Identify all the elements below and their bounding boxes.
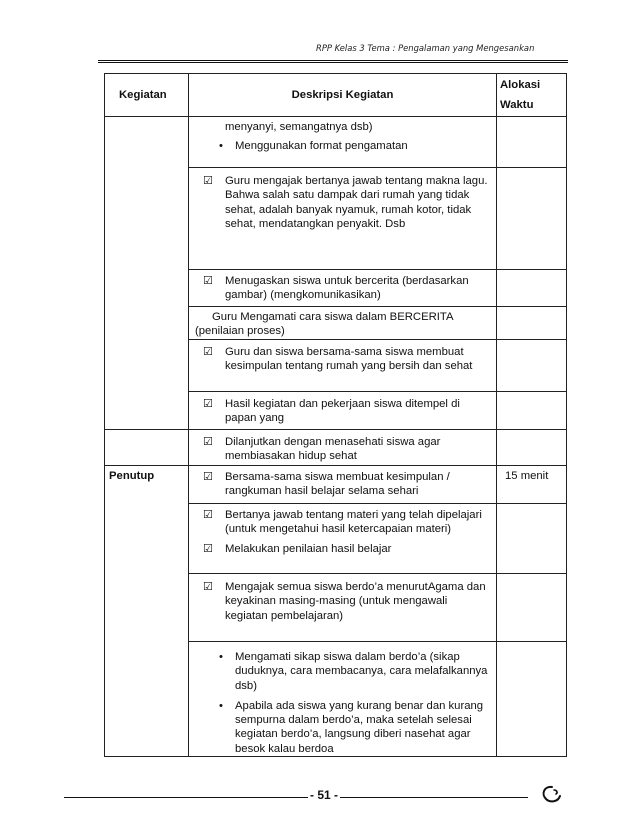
list-item	[189, 574, 496, 623]
list-item	[189, 504, 496, 537]
list-item-text: Mengajak semua siswa berdo’a menurutAgama dan keyakinan masing-masing (untuk mengawali kegiatan pembelajaran)	[225, 581, 486, 622]
bullet-icon: •	[219, 699, 223, 712]
deskripsi-cell	[189, 574, 497, 642]
deskripsi-cell	[189, 340, 497, 392]
deskripsi-cell	[189, 307, 497, 340]
list-item-text: Melakukan penilaian hasil belajar	[225, 542, 392, 555]
assessment-note: (penilaian proses)	[195, 325, 285, 338]
list-item-text: Mengamati sikap siswa dalam berdo’a (sikap duduknya, cara membacanya, cara melafalkannya dsb)	[235, 651, 488, 692]
list-item-text: Hasil kegiatan dan pekerjaan siswa ditempel di papan yang	[225, 398, 460, 425]
list-item-text: Guru mengajak bertanya jawab tentang makna lagu. Bahwa salah satu dampak dari rumah yang tidak sehat, adalah banyak nyamuk, rumah kotor, tidak sehat, mendatangkan penyakit. Dsb	[225, 175, 488, 230]
list-item-text: Dilanjutkan dengan menasehati siswa agar membiasakan hidup sehat	[225, 436, 441, 463]
list-item-text: Bersama-sama siswa membuat kesimpulan / rangkuman hasil belajar selama sehari	[225, 471, 450, 498]
header-kegiatan: Kegiatan	[105, 74, 189, 117]
kegiatan-cell-empty	[105, 117, 189, 430]
page-number: - 51 -	[310, 788, 339, 802]
list-item-text: Menugaskan siswa untuk bercerita (berdasarkan gambar) (mengkomunikasikan)	[225, 275, 469, 302]
header-alokasi-line1: Alokasi	[500, 79, 541, 91]
table-row	[105, 117, 567, 168]
checkbox-checked-icon: ☑	[203, 274, 213, 287]
bullet-icon: •	[219, 651, 223, 663]
checkbox-checked-icon: ☑	[203, 174, 213, 187]
list-item	[189, 466, 496, 499]
checkbox-checked-icon: ☑	[203, 397, 213, 410]
alokasi-cell	[497, 466, 567, 504]
list-item-text: Bertanya jawab tentang materi yang telah dipelajari (untuk mengetahui hasil ketercapaian materi)	[225, 509, 482, 536]
kegiatan-label-penutup: Penutup	[109, 470, 155, 482]
kegiatan-cell	[105, 466, 189, 757]
list-item-text: Guru dan siswa bersama-sama siswa membuat kesimpulan tentang rumah yang bersih dan sehat	[225, 346, 473, 373]
activity-table	[104, 73, 567, 757]
alokasi-cell	[497, 392, 567, 430]
table-header-row	[105, 74, 567, 117]
footer-rule	[64, 797, 528, 798]
deskripsi-cell	[189, 430, 497, 466]
table-row	[105, 466, 567, 504]
kegiatan-cell-empty	[105, 430, 189, 466]
list-item	[189, 168, 496, 231]
header-rule-double	[98, 62, 568, 63]
bullet-icon: •	[219, 140, 223, 153]
list-item	[189, 430, 496, 464]
header-alokasi	[497, 74, 567, 117]
running-header: RPP Kelas 3 Tema : Pengalaman yang Mengesankan	[316, 43, 535, 53]
list-item	[189, 134, 496, 153]
checkbox-checked-icon: ☑	[203, 508, 213, 521]
alokasi-cell	[497, 642, 567, 757]
alokasi-cell	[497, 270, 567, 307]
list-item-text: Apabila ada siswa yang kurang benar dan kurang sempurna dalam berdo’a, maka setelah selesai kegiatan berdo’a, langsung diberi nasehat agar besok kalau berdoa	[235, 699, 484, 755]
list-item	[189, 693, 496, 756]
checkbox-checked-icon: ☑	[203, 345, 213, 358]
deskripsi-cell	[189, 466, 497, 504]
continued-text: menyanyi, semangatnya dsb)	[225, 121, 373, 133]
decorative-swirl-icon	[538, 782, 566, 806]
alokasi-cell	[497, 168, 567, 270]
deskripsi-cell	[189, 642, 497, 757]
alokasi-cell	[497, 574, 567, 642]
list-item	[189, 340, 496, 374]
deskripsi-cell	[189, 270, 497, 307]
alokasi-cell	[497, 430, 567, 466]
checkbox-checked-icon: ☑	[203, 470, 213, 483]
alokasi-value: 15 menit	[505, 470, 549, 482]
deskripsi-cell	[189, 392, 497, 430]
checkbox-checked-icon: ☑	[203, 541, 213, 555]
deskripsi-cell	[189, 168, 497, 270]
alokasi-cell	[497, 307, 567, 340]
list-item	[189, 642, 496, 693]
deskripsi-cell	[189, 117, 497, 168]
table-row	[105, 430, 567, 466]
alokasi-cell	[497, 340, 567, 392]
list-item-text: Menggunakan format pengamatan	[235, 140, 408, 153]
list-item	[189, 537, 496, 556]
header-deskripsi: Deskripsi Kegiatan	[189, 74, 497, 117]
alokasi-cell	[497, 117, 567, 168]
alokasi-cell	[497, 504, 567, 574]
checkbox-checked-icon: ☑	[203, 435, 213, 448]
assessment-text: Guru Mengamati cara siswa dalam BERCERITA	[212, 311, 454, 323]
list-item	[189, 270, 496, 303]
list-item	[189, 392, 496, 426]
deskripsi-cell	[189, 504, 497, 574]
checkbox-checked-icon: ☑	[203, 580, 213, 593]
header-rule	[98, 60, 568, 61]
header-alokasi-line2: Waktu	[500, 99, 534, 111]
